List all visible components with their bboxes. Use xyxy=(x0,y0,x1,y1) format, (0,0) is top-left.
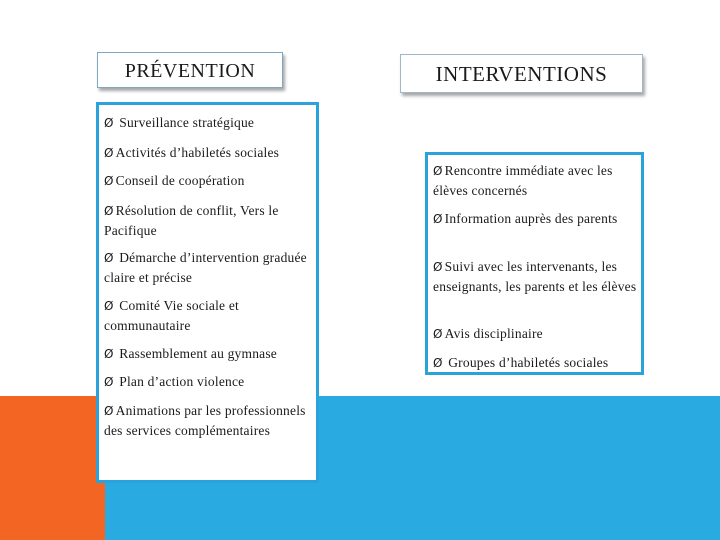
list-item: Ø Démarche d’intervention graduée claire et précise xyxy=(104,250,307,285)
bullet-arrow-icon: Ø xyxy=(104,251,114,265)
bullet-arrow-icon: Ø xyxy=(104,404,114,418)
bullet-arrow-icon: Ø xyxy=(433,356,443,370)
prevention-list-box xyxy=(96,102,319,483)
bullet-arrow-icon: Ø xyxy=(433,212,443,226)
bullet-arrow-icon: Ø xyxy=(104,146,114,160)
bullet-arrow-icon: Ø xyxy=(104,299,114,313)
list-item: Ø Résolution de conflit, Vers le Pacifique xyxy=(104,203,279,238)
list-item: Ø Information auprès des parents xyxy=(433,211,618,226)
bullet-arrow-icon: Ø xyxy=(104,116,114,130)
list-item: Ø Surveillance stratégique xyxy=(104,115,255,130)
list-item: Ø Animations par les professionnels des services complémentaires xyxy=(104,403,306,438)
list-item: Ø Plan d’action violence xyxy=(104,374,245,389)
interventions-header xyxy=(400,54,643,93)
list-item: Ø Comité Vie sociale et communautaire xyxy=(104,298,239,333)
bullet-arrow-icon: Ø xyxy=(104,347,114,361)
bullet-arrow-icon: Ø xyxy=(433,260,443,274)
list-item: Ø Rassemblement au gymnase xyxy=(104,346,277,361)
bullet-arrow-icon: Ø xyxy=(104,174,114,188)
bullet-arrow-icon: Ø xyxy=(104,204,114,218)
interventions-title: INTERVENTIONS xyxy=(435,62,608,86)
list-item: Ø Activités d’habiletés sociales xyxy=(104,145,280,160)
bullet-arrow-icon: Ø xyxy=(433,164,443,178)
list-item: Ø Avis disciplinaire xyxy=(433,326,543,341)
bullet-arrow-icon: Ø xyxy=(104,375,114,389)
prevention-title: PRÉVENTION xyxy=(124,60,256,82)
decorative-orange-band xyxy=(0,396,105,540)
list-item: Ø Suivi avec les intervenants, les enseignants, les parents et les élèves xyxy=(433,259,637,294)
interventions-list-box xyxy=(425,152,644,375)
list-item: Ø Conseil de coopération xyxy=(104,173,245,188)
list-item: Ø Groupes d’habiletés sociales xyxy=(433,355,609,370)
bullet-arrow-icon: Ø xyxy=(433,327,443,341)
prevention-header xyxy=(97,52,283,88)
list-item: Ø Rencontre immédiate avec les élèves concernés xyxy=(433,163,613,198)
